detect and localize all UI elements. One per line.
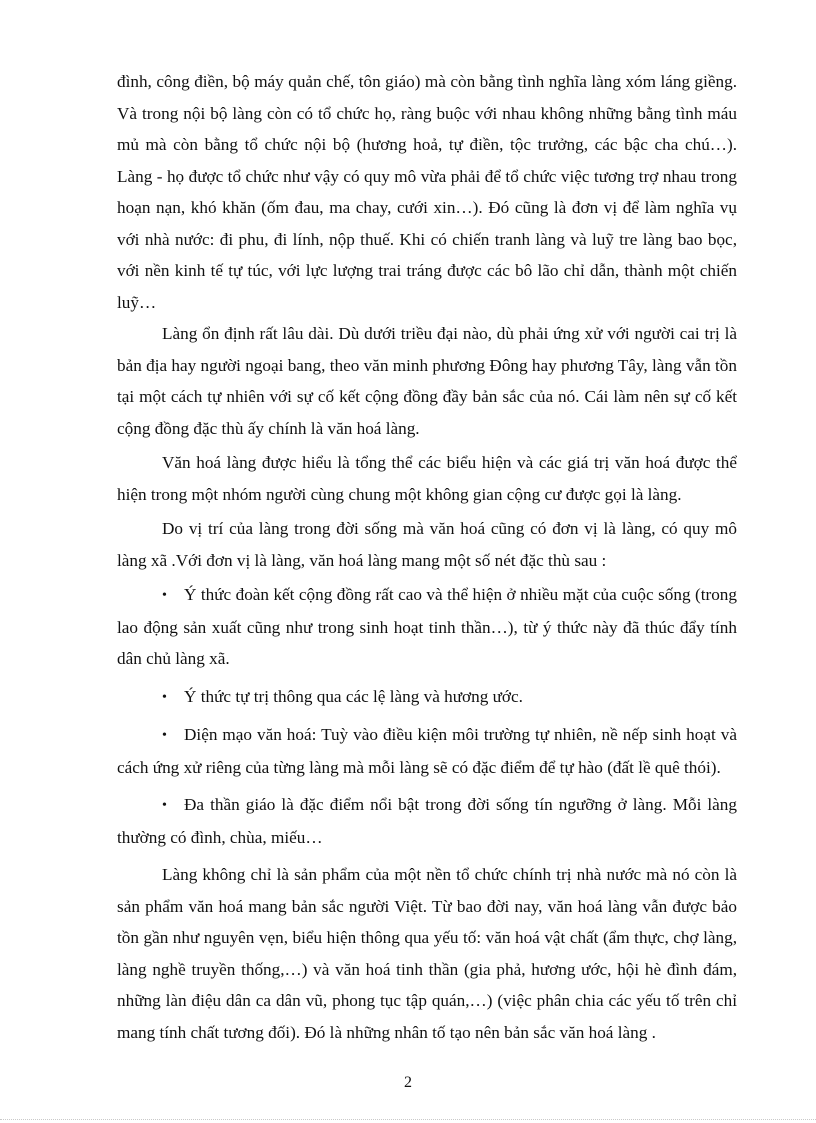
document-body [117, 66, 737, 1048]
page-number: 2 [404, 1074, 412, 1091]
bullet-icon: • [162, 588, 167, 603]
bullet-icon: • [162, 798, 167, 813]
paragraph-village-stability: Làng ổn định rất lâu dài. Dù dưới triều đại nào, dù phải ứng xử với người cai trị là bản địa hay người ngoại bang, theo văn minh phương Đông hay phương Tây, làng vẫn tồn tại một cách tự nhiên với sự cố kết cộng đồng đầy bản sắc của nó. Cái làm nên sự cố kết cộng đồng đặc thù ấy chính là văn hoá làng. [117, 324, 737, 438]
bullet-text: Đa thần giáo là đặc điểm nổi bật trong đời sống tín ngưỡng ở làng. Mỗi làng thường có đình, chùa, miếu… [117, 795, 737, 847]
paragraph-continuation: đình, công điền, bộ máy quản chế, tôn giáo) mà còn bằng tình nghĩa làng xóm láng giềng. Và trong nội bộ làng còn có tổ chức họ, ràng buộc với nhau không những bằng tình máu mủ mà còn bằng tổ chức nội bộ (hương hoả, tự điền, tộc trưởng, các bậc cha chú…). Làng - họ được tổ chức như vậy có quy mô vừa phải để tổ chức việc tương trợ nhau trong hoạn nạn, khó khăn (ốm đau, ma chay, cưới xin…). Đó cũng là đơn vị để làm nghĩa vụ với nhà nước: đi phu, đi lính, nộp thuế. Khi có chiến tranh làng và luỹ tre làng bao bọc, với nền kinh tế tự túc, với lực lượng trai tráng được các bô lão chỉ dẫn, thành một chiến luỹ… [117, 72, 737, 312]
bullet-item-polytheism [117, 789, 737, 853]
paragraph-village-culture-definition: Văn hoá làng được hiểu là tổng thể các biểu hiện và các giá trị văn hoá được thể hiện trong một nhóm người cùng chung một không gian cộng cư được gọi là làng. [117, 453, 737, 504]
bullet-item-community-awareness [117, 579, 737, 675]
bullet-text: Diện mạo văn hoá: Tuỳ vào điều kiện môi trường tự nhiên, nề nếp sinh hoạt và cách ứng xử riêng của từng làng mà mỗi làng sẽ có đặc điểm để tự hào (đất lề quê thói). [117, 725, 737, 777]
bullet-item-cultural-appearance [117, 719, 737, 783]
paragraph-village-culture-features: Do vị trí của làng trong đời sống mà văn hoá cũng có đơn vị là làng, có quy mô làng xã .Với đơn vị là làng, văn hoá làng mang một số nét đặc thù sau : [117, 519, 737, 570]
bullet-icon: • [162, 689, 167, 705]
bullet-text: Ý thức tự trị thông qua các lệ làng và hương ước. [184, 686, 523, 706]
bullet-icon: • [162, 728, 167, 743]
bullet-item-self-governance [117, 681, 737, 714]
paragraph-vietnamese-identity: Làng không chỉ là sản phẩm của một nền tổ chức chính trị nhà nước mà nó còn là sản phẩm văn hoá mang bản sắc người Việt. Từ bao đời nay, văn hoá làng vẫn được bảo tồn gần như nguyên vẹn, biểu hiện thông qua yếu tố: văn hoá vật chất (ẩm thực, chợ làng, làng nghề truyền thống,…) và văn hoá tinh thần (gia phả, hương ước, hội hè đình đám, những làn điệu dân ca dân vũ, phong tục tập quán,…) (việc phân chia các yếu tố trên chỉ mang tính chất tương đối). Đó là những nhân tố tạo nên bản sắc văn hoá làng . [117, 865, 737, 1042]
bullet-text: Ý thức đoàn kết cộng đồng rất cao và thể hiện ở nhiều mặt của cuộc sống (trong lao động sản xuất cũng như trong sinh hoạt tinh thần…), từ ý thức này đã thúc đẩy tính dân chủ làng xã. [117, 585, 737, 668]
page-bottom-border [0, 1119, 816, 1120]
